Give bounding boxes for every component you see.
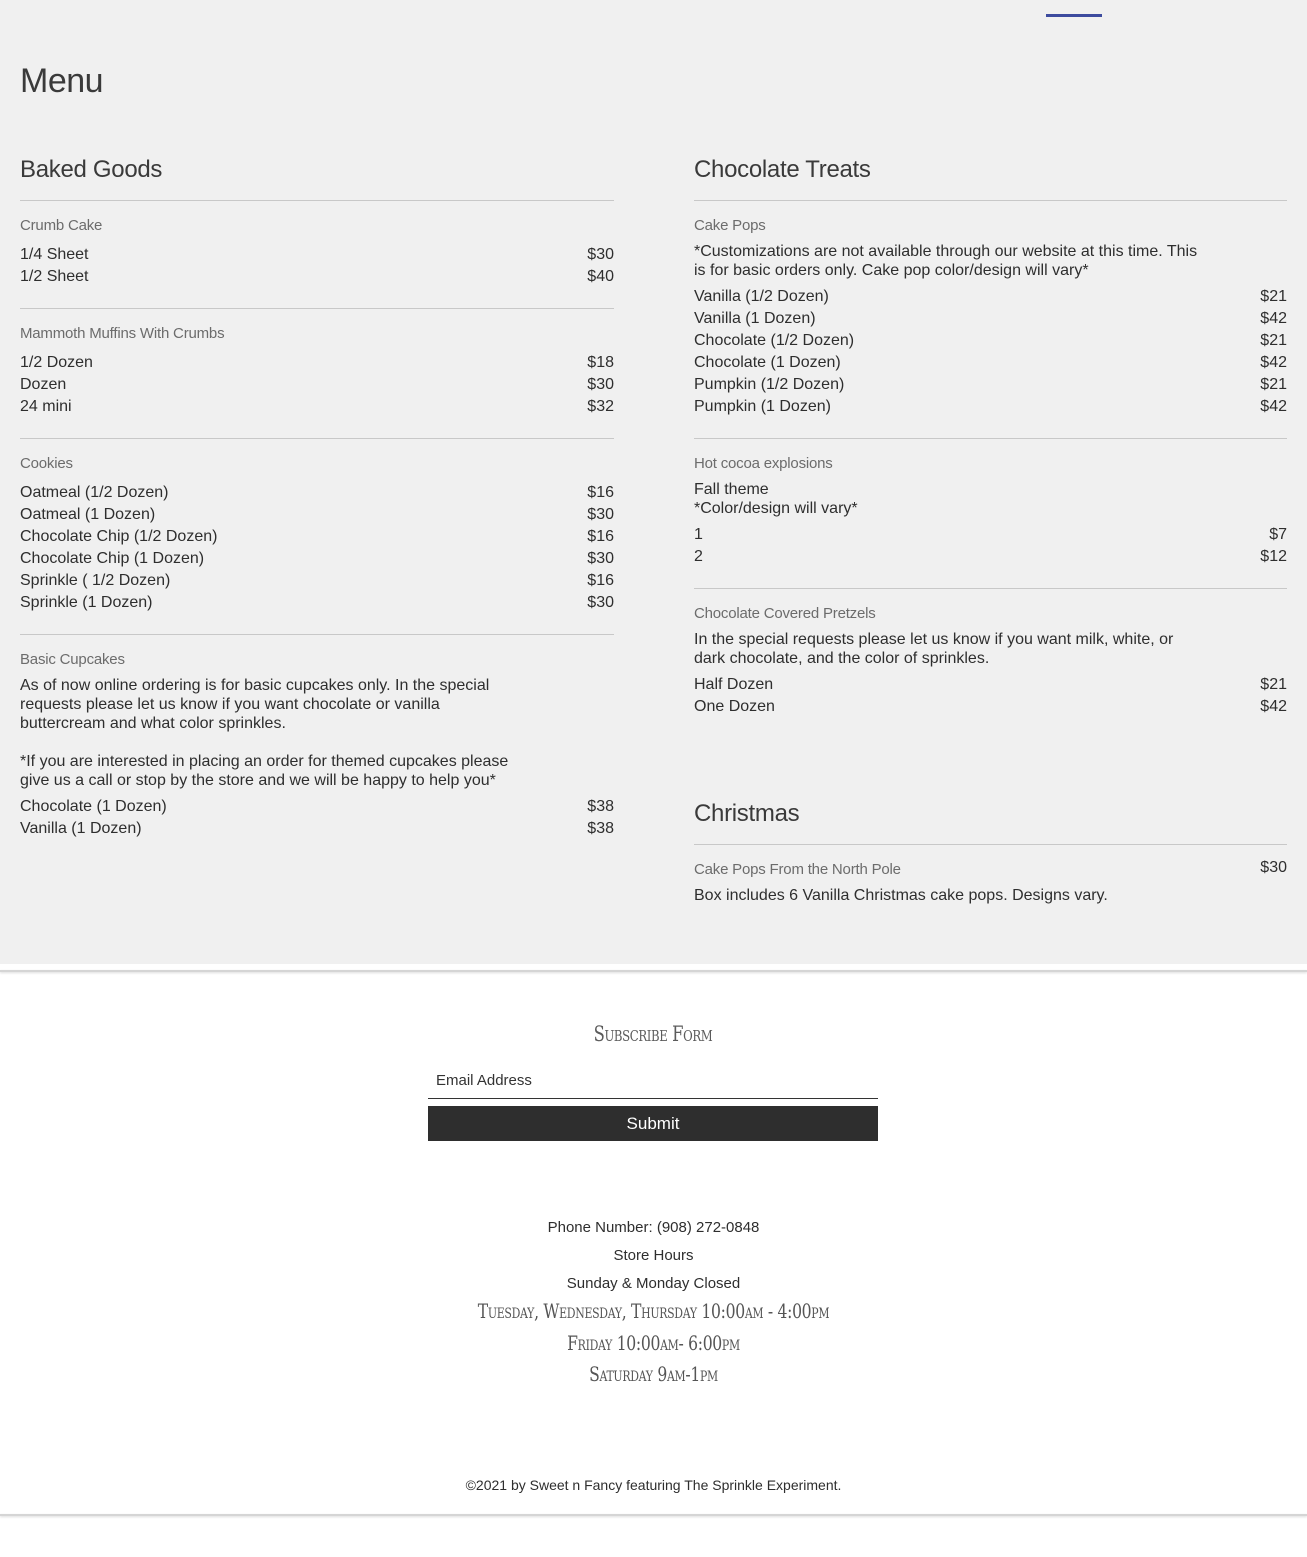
item-label: Chocolate Chip (1 Dozen) [20,550,205,567]
subscribe-form-title: Subscribe Form [593,1022,713,1046]
desc-line: requests please let us know if you want chocolate or vanilla [20,696,440,713]
item-price: $30 [587,550,614,567]
category-cake-pops: Cake Pops [694,217,766,234]
page-title: Menu [20,62,104,100]
item-price: $7 [1269,526,1287,543]
menu-item [694,696,1287,718]
item-label: Half Dozen [694,676,774,693]
menu-item [20,374,614,396]
desc-line: give us a call or stop by the store and we will be happy to help you* [20,772,496,789]
north-pole-description: Box includes 6 Vanilla Christmas cake pops. Designs vary. [694,887,1108,904]
item-label: Sprinkle (1 Dozen) [20,594,153,611]
category-north-pole-cake-pops: Cake Pops From the North Pole [694,861,901,878]
item-label: Sprinkle ( 1/2 Dozen) [20,572,171,589]
divider [20,438,614,439]
closed-days: Sunday & Monday Closed [566,1275,741,1292]
item-price: $30 [587,594,614,611]
menu-item [694,286,1287,308]
item-price: $21 [1260,288,1287,305]
menu-item [694,330,1287,352]
bottom-divider [0,1514,1307,1516]
item-price: $32 [587,398,614,415]
menu-item [20,266,614,288]
category-chocolate-pretzels: Chocolate Covered Pretzels [694,605,876,622]
pretzels-description [694,630,1214,668]
section-title-baked-goods: Baked Goods [20,156,163,183]
item-price: $21 [1260,376,1287,393]
nav-active-indicator [1046,14,1102,17]
item-label: Oatmeal (1 Dozen) [20,506,156,523]
item-label: 1/2 Sheet [20,268,89,285]
menu-item [20,352,614,374]
category-basic-cupcakes: Basic Cupcakes [20,651,125,668]
item-price: $18 [587,354,614,371]
item-price: $30 [587,246,614,263]
menu-item [694,374,1287,396]
divider [694,588,1287,589]
menu-item [20,526,614,548]
hours-saturday: Saturday 9am-1pm [589,1362,718,1386]
item-price: $30 [587,506,614,523]
item-label: 24 mini [20,398,72,415]
item-label: Dozen [20,376,67,393]
cake-pops-description [694,242,1214,280]
footer-divider [0,970,1307,972]
desc-line: *Customizations are not available through our website at this time. This [694,243,1198,260]
divider [20,308,614,309]
desc-line: *Color/design will vary* [694,500,858,517]
section-title-christmas: Christmas [694,800,800,827]
menu-item [694,674,1287,696]
menu-item [694,396,1287,418]
copyright: ©2021 by Sweet n Fancy featuring The Sprinkle Experiment. [465,1477,842,1493]
submit-button[interactable]: Submit [428,1106,878,1141]
section-title-chocolate-treats: Chocolate Treats [694,156,871,183]
desc-line: *If you are interested in placing an order for themed cupcakes please [20,753,509,770]
desc-line: dark chocolate, and the color of sprinkles. [694,650,990,667]
divider [20,200,614,201]
menu-item [694,308,1287,330]
item-label: Pumpkin (1 Dozen) [694,398,831,415]
item-price: $42 [1260,310,1287,327]
menu-item [20,570,614,592]
item-price: $40 [587,268,614,285]
desc-line: In the special requests please let us know if you want milk, white, or [694,631,1174,648]
desc-line: Fall theme [694,481,769,498]
cupcakes-description [20,676,520,733]
item-price: $16 [587,528,614,545]
item-price: $16 [587,484,614,501]
item-price: $30 [587,376,614,393]
desc-line: As of now online ordering is for basic cupcakes only. In the special [20,677,490,694]
divider [694,200,1287,201]
category-crumb-cake: Crumb Cake [20,217,103,234]
menu-item [20,504,614,526]
divider [694,438,1287,439]
desc-line: is for basic orders only. Cake pop color/design will vary* [694,262,1089,279]
item-label: Oatmeal (1/2 Dozen) [20,484,169,501]
item-label: 2 [694,548,703,565]
item-price: $38 [587,798,614,815]
hot-cocoa-description [694,480,1214,518]
item-label: Chocolate (1/2 Dozen) [694,332,855,349]
hours-friday: Friday 10:00am- 6:00pm [567,1331,740,1355]
item-label: Chocolate Chip (1/2 Dozen) [20,528,218,545]
item-price: $12 [1260,548,1287,565]
cupcakes-themed-note [20,752,530,790]
menu-item [20,244,614,266]
item-price: $42 [1260,354,1287,371]
menu-item [694,546,1287,568]
desc-line: buttercream and what color sprinkles. [20,715,286,732]
hours-weekday: Tuesday, Wednesday, Thursday 10:00am - 4:00pm [477,1299,830,1323]
menu-item [20,548,614,570]
menu-item [20,796,614,818]
item-label: Chocolate (1 Dozen) [20,798,167,815]
item-label: 1/2 Dozen [20,354,93,371]
item-price: $21 [1260,332,1287,349]
item-price: $30 [1260,859,1287,876]
item-label: Pumpkin (1/2 Dozen) [694,376,845,393]
item-price: $38 [587,820,614,837]
menu-item [20,592,614,614]
item-price: $16 [587,572,614,589]
item-price: $42 [1260,398,1287,415]
item-label: One Dozen [694,698,775,715]
category-mammoth-muffins: Mammoth Muffins With Crumbs [20,325,225,342]
item-label: 1/4 Sheet [20,246,89,263]
menu-item [20,482,614,504]
item-price: $42 [1260,698,1287,715]
item-label: Vanilla (1/2 Dozen) [694,288,829,305]
menu-item [694,352,1287,374]
menu-item-price-row [1180,857,1287,879]
category-cookies: Cookies [20,455,73,472]
item-label: 1 [694,526,703,543]
store-hours-title: Store Hours [613,1247,694,1264]
menu-item [694,524,1287,546]
email-field[interactable] [428,1063,878,1099]
divider [694,844,1287,845]
divider [20,634,614,635]
menu-item [20,396,614,418]
item-label: Vanilla (1 Dozen) [20,820,142,837]
item-label: Vanilla (1 Dozen) [694,310,816,327]
phone-number: Phone Number: (908) 272-0848 [547,1219,760,1236]
item-label: Chocolate (1 Dozen) [694,354,841,371]
category-hot-cocoa: Hot cocoa explosions [694,455,833,472]
menu-item [20,818,614,840]
item-price: $21 [1260,676,1287,693]
